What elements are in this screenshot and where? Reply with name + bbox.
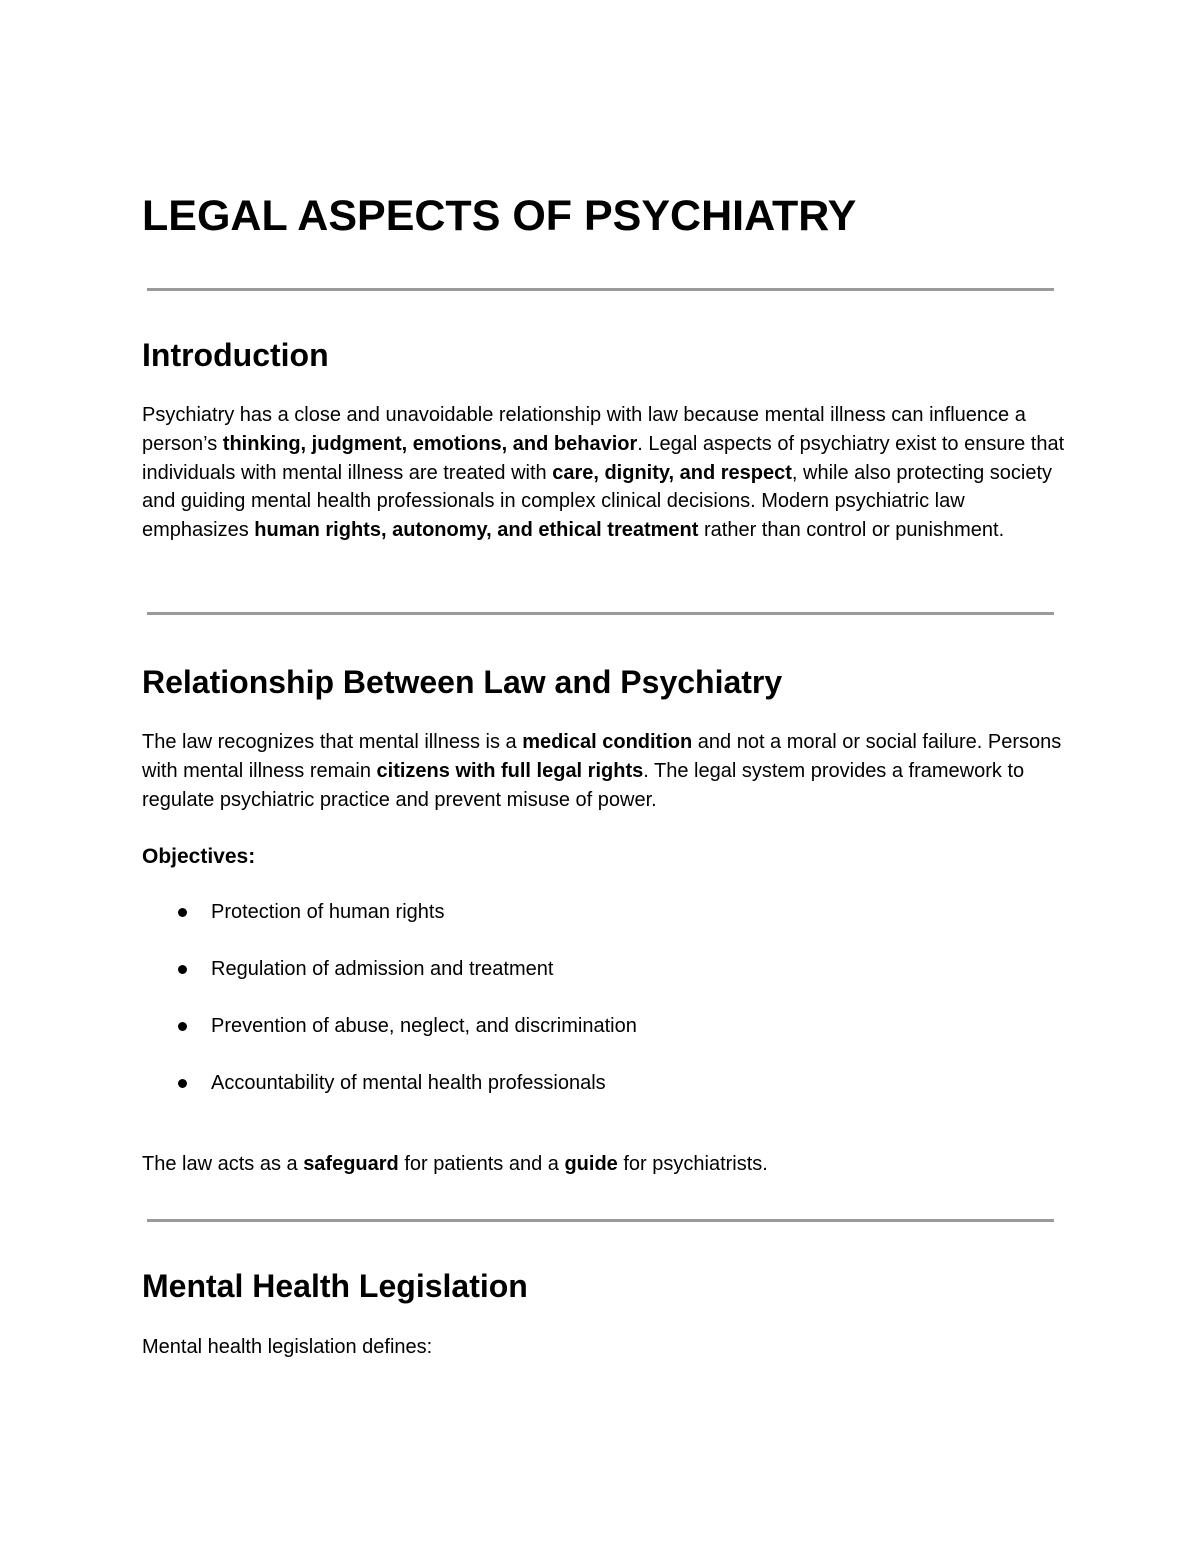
text-run: . Legal aspects of psychiatry exist to ensure that individuals with mental illness are treated with: [142, 432, 1065, 484]
list-item-text: Regulation of admission and treatment: [211, 958, 554, 980]
horizontal-rule-1: [147, 288, 1054, 291]
text-run: The law acts as a: [142, 1153, 304, 1175]
closing-paragraph: [142, 1150, 1067, 1179]
text-run: for psychiatrists.: [617, 1153, 768, 1175]
text-run: Psychiatry has a close and unavoidable relationship with law because mental illness can influence a person’s: [142, 404, 1026, 455]
bold-run: thinking, judgment, emotions, and behavior: [222, 432, 638, 455]
document-title: LEGAL ASPECTS OF PSYCHIATRY: [142, 192, 857, 240]
text-run: rather than control or punishment.: [698, 519, 1005, 542]
list-item-text: Accountability of mental health professionals: [211, 1072, 606, 1094]
section-heading-introduction: Introduction: [142, 337, 329, 373]
section-heading-relationship: Relationship Between Law and Psychiatry: [142, 664, 783, 700]
bold-run: citizens with full legal rights: [376, 759, 644, 782]
bold-run: human rights, autonomy, and ethical treatment: [254, 519, 699, 542]
introduction-paragraph: [142, 401, 1067, 545]
bold-run: care, dignity, and respect: [552, 461, 792, 484]
text-run: for patients and a: [398, 1153, 565, 1175]
bullet-icon: [178, 908, 187, 917]
relationship-paragraph: [142, 728, 1067, 814]
horizontal-rule-3: [147, 1219, 1054, 1222]
text-run: . The legal system provides a framework to regulate psychiatric practice and prevent misuse of power.: [142, 759, 1025, 811]
legislation-paragraph: Mental health legislation defines:: [142, 1336, 433, 1358]
section-heading-legislation: Mental Health Legislation: [142, 1268, 528, 1304]
bold-run: medical condition: [522, 731, 693, 753]
text-run: , while also protecting society and guiding mental health professionals in complex clinical decisions. Modern psychiatric law emphasizes: [142, 461, 1053, 542]
bullet-icon: [178, 1022, 187, 1031]
text-run: The law recognizes that mental illness is a: [142, 731, 523, 753]
list-item-text: Protection of human rights: [211, 901, 445, 923]
bold-run: safeguard: [303, 1153, 399, 1175]
bullet-icon: [178, 1079, 187, 1088]
bold-run: guide: [564, 1153, 618, 1175]
objectives-heading: Objectives:: [142, 845, 256, 868]
text-run: and not a moral or social failure. Persons with mental illness remain: [142, 731, 1062, 782]
horizontal-rule-2: [147, 612, 1054, 615]
bullet-icon: [178, 965, 187, 974]
list-item-text: Prevention of abuse, neglect, and discrimination: [211, 1015, 637, 1037]
